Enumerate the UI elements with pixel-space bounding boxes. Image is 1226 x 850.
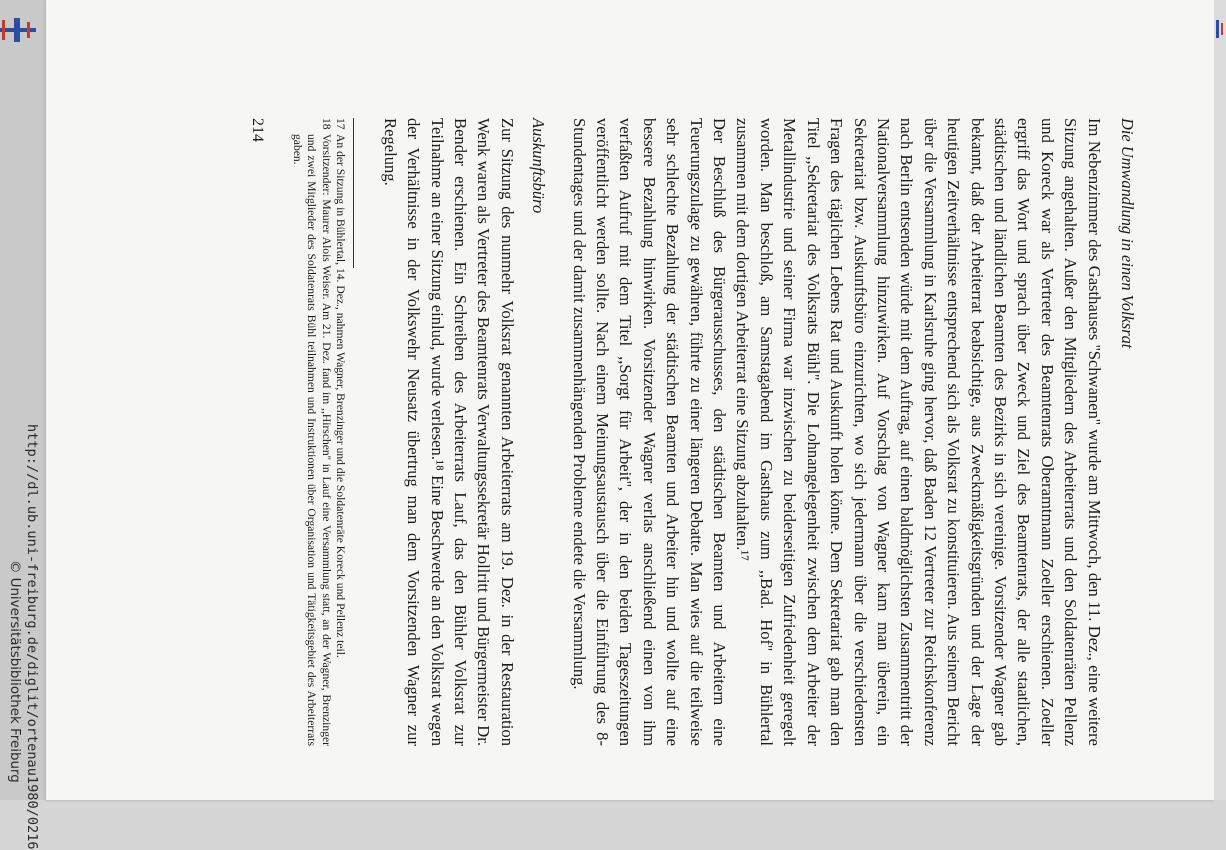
color-bar-icon — [1216, 20, 1224, 38]
footnote-number: 17 — [334, 118, 348, 130]
provenance-url[interactable]: http://dl.ub.uni-freiburg.de/diglit/ortenau1980/0216 — [24, 424, 40, 850]
footnote-18 — [289, 118, 333, 746]
page-number: 214 — [249, 118, 267, 142]
running-head: Die Umwandlung in einen Volksrat — [1118, 118, 1137, 349]
scanned-page — [46, 0, 1214, 800]
right-margin-strip — [1214, 0, 1226, 800]
paragraph-2: Der Beschluß des Bürgerausschusses, den städtischen Beamten und Arbeitern eine Teuerungszulage zu gewähren, führte zu einer längeren Debatte. Man wies auf die teilweise sehr schlechte Bezahlung der städtischen Beamten und Arbeiter hin und wollte auf eine bessere Bezahlung hinwirken. Vorsitzender Wagner verlas anschließend einen von ihm verfaßten Aufruf mit dem Titel ,,Sorgt für Arbeit'', der in den beiden Tageszeitungen veröffentlicht werden sollte. Nach einem Meinungsaustausch über die Einführung des 8-Stundentages und der damit zusammenhängenden Probleme endete die Versammlung. — [569, 118, 730, 746]
left-margin-strip — [0, 0, 46, 850]
page-text-block — [246, 118, 1139, 746]
footnote-text: An der Sitzung in Bühlertal, 14. Dez., nahmen Wagner, Brenzinger und die Soldatenräte Koreck und Pellenz teil. — [334, 134, 348, 658]
section-paragraph-1: Zur Sitzung des nunmehr Volksrat genannten Arbeiterrats am 19. Dez. in der Restauration Wenk waren als Vertreter des Beamtenrats Verwaltungssekretär Hollritt und Bürgermeister Dr. Bender erschienen. Ein Schreiben des Arbeiterrats Lauf, das den Bühler Volksrat zur Teilnahme an einer Sitzung einlud, wurde verlesen.¹⁸ Eine Beschwerde an den Volksrat wegen der Verhältnisse in der Volkswehr Neusatz übertrug man dem Vorsitzenden Wagner zur Regelung. — [380, 118, 517, 746]
footnote-divider — [353, 118, 354, 268]
rotated-page-content — [46, 0, 1214, 800]
paragraph-1: Im Nebenzimmer des Gasthauses ''Schwanen'' wurde am Mittwoch, den 11. Dez., eine weitere Sitzung angehalten. Außer den Mitgliedern des Arbeiterrats und den Soldatenräten Pellenz und Koreck war als Vertreter des Beamtenrats Oberamtmann Zoeller erschienen. Zoeller ergriff das Wort und sprach über Zweck und Ziel des Beamtenrats, der alle staatlichen, städtischen und ländlichen Beamten des Bezirks in sich vereinige. Vorsitzender Wagner gab bekannt, daß der Arbeiterrat beabsichtige, aus Zweckmäßigkeitsgründen und der Lage der heutigen Zeitverhältnisse entsprechend sich als Volksrat zu konstituieren. Aus seinem Bericht über die Versammlung in Karlsruhe ging hervor, daß Baden 12 Vertreter zur Reichskonferenz nach Berlin entsenden würde mit dem Auftrag, auf einen baldmöglichsten Zusammentritt der Nationalversammlung hinzuwirken. Auf Vorschlag von Wagner kam man überein, ein Sekretariat bzw. Auskunftsbüro einzurichten, wo sich jedermann über die verschiedensten Fragen des täglichen Lebens Rat und Auskunft holen könne. Dem Sekretariat gab man den Titel ,,Sekretariat des Volksrats Bühl''. Die Lohnangelegenheit zwischen dem Arbeiter der Metallindustrie und seiner Firma war inzwischen zu beiderseitigen Zufriedenheit geregelt worden. Man beschloß, am Samstagabend im Gasthaus zum ,,Bad. Hof'' in Bühlertal zusammen mit dem dortigen Arbeiterrat eine Sitzung abzuhalten.¹⁷ — [733, 118, 1104, 746]
footnote-text: Vorsitzender: Maurer Alois Weiser. Am 21. Dez. fand im ,,Hirschen'' in Lauf eine Versammlung statt, an der Wagner, Brenzinger und zwei Mitglieder des Soldatenrats Bühl teilnahmen und Instruktionen über Organisation und Tätigkeitsgebiet des Arbeiterrats gaben. — [290, 134, 333, 746]
footnote-17 — [333, 118, 348, 746]
color-bar-icon — [0, 16, 36, 44]
section-heading: Auskunftsbüro — [529, 118, 549, 214]
footnote-number: 18 — [319, 118, 333, 130]
copyright-notice: © Universitätsbibliothek Freiburg — [7, 560, 22, 783]
